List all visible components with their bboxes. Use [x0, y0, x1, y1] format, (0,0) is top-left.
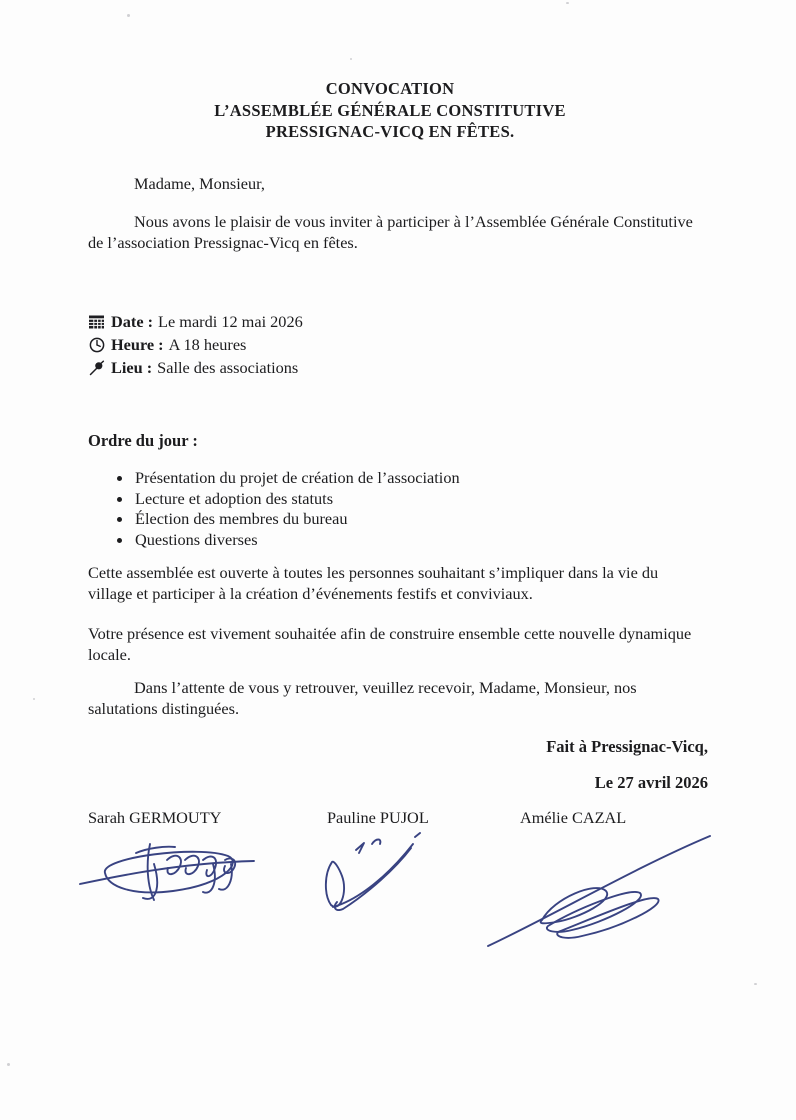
title-line-2: L’ASSEMBLÉE GÉNÉRALE CONSTITUTIVE — [214, 100, 566, 120]
intro-paragraph — [88, 212, 728, 253]
signature-pauline-pujol — [316, 828, 426, 918]
signatory-name-2: Pauline PUJOL — [327, 808, 429, 827]
agenda-item: Présentation du projet de création de l’association — [88, 468, 688, 489]
scan-speck — [350, 58, 352, 60]
pin-icon — [88, 359, 105, 376]
signature-sarah-germouty — [78, 835, 258, 910]
clock-icon — [88, 336, 105, 353]
paragraph-open-meeting — [88, 563, 738, 604]
heure-label: Heure : — [111, 334, 164, 354]
agenda-item: Lecture et adoption des statuts — [88, 489, 688, 510]
signatory-name-3: Amélie CAZAL — [520, 808, 627, 827]
sign-off-place: Fait à Pressignac-Vicq, — [546, 737, 708, 756]
scan-speck — [33, 698, 35, 700]
date-label: Date : — [111, 311, 154, 331]
signature-amelie-cazal — [484, 828, 714, 950]
lieu-value: Salle des associations — [157, 357, 299, 377]
intro-line-1: Nous avons le plaisir de vous inviter à participer à l’Assemblée Générale Constitutive — [134, 212, 693, 231]
meeting-details — [88, 310, 303, 379]
closing-line: Dans l’attente de vous y retrouver, veuillez recevoir, Madame, Monsieur, nos — [134, 678, 637, 697]
intro-line-2: de l’association Pressignac-Vicq en fêtes. — [88, 232, 358, 252]
title-line-3: PRESSIGNAC-VICQ EN FÊTES. — [265, 122, 515, 141]
title-line-1: CONVOCATION — [325, 79, 455, 98]
agenda-heading: Ordre du jour : — [88, 431, 198, 450]
paragraph-line: village et participer à la création d’événements festifs et conviviaux. — [88, 583, 533, 603]
paragraph-line: Votre présence est vivement souhaitée afin de construire ensemble cette nouvelle dynamique — [88, 624, 692, 643]
agenda-item: Élection des membres du bureau — [88, 509, 688, 530]
heure-value: A 18 heures — [168, 334, 247, 354]
paragraph-line: Cette assemblée est ouverte à toutes les personnes souhaitant s’impliquer dans la vie du — [88, 563, 659, 582]
paragraph-presence — [88, 624, 738, 665]
scan-speck — [754, 983, 757, 985]
salutation: Madame, Monsieur, — [134, 174, 265, 193]
detail-row-heure — [88, 333, 303, 356]
agenda-list — [88, 468, 688, 550]
letter-title — [0, 78, 780, 143]
detail-row-lieu — [88, 356, 303, 379]
scan-speck — [127, 14, 130, 17]
closing-paragraph — [88, 678, 738, 719]
calendar-icon — [88, 313, 105, 330]
scan-speck — [566, 2, 569, 4]
agenda-item: Questions diverses — [88, 530, 688, 551]
lieu-label: Lieu : — [111, 357, 153, 377]
closing-line: salutations distinguées. — [88, 698, 240, 718]
scan-speck — [7, 1063, 10, 1066]
signatory-name-1: Sarah GERMOUTY — [88, 808, 222, 827]
paragraph-line: locale. — [88, 644, 131, 664]
detail-row-date — [88, 310, 303, 333]
sign-off-date: Le 27 avril 2026 — [594, 773, 708, 792]
date-value: Le mardi 12 mai 2026 — [158, 311, 303, 331]
